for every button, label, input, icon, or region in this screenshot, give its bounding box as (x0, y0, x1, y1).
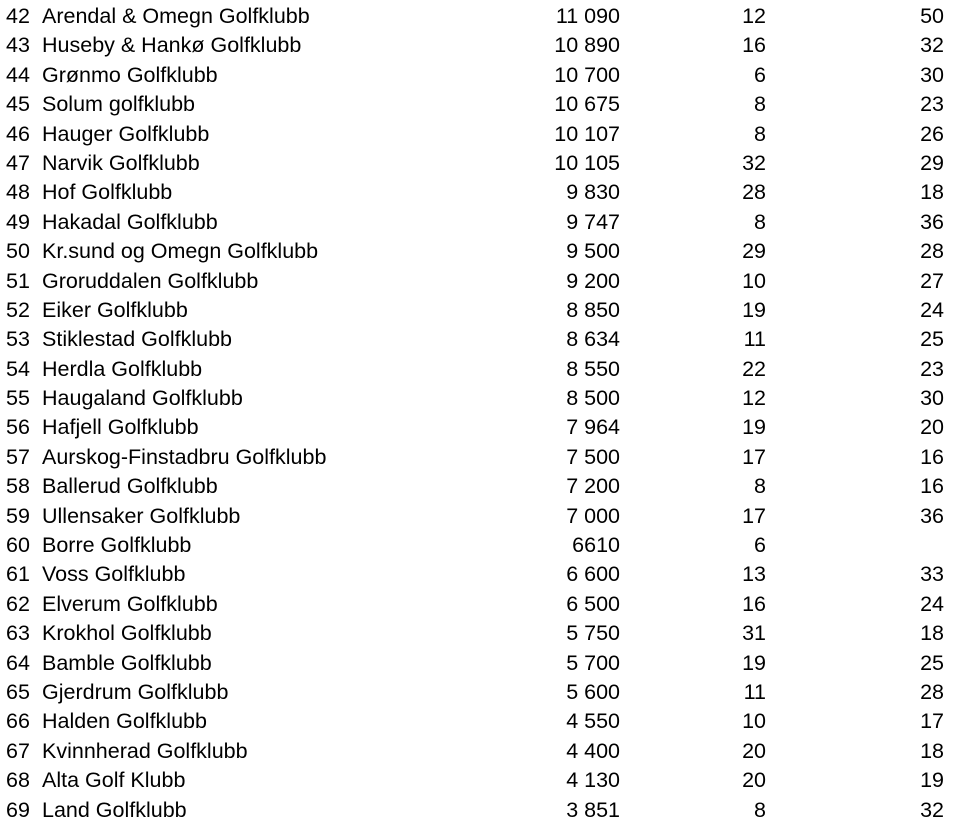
rank-cell: 63 (6, 621, 30, 646)
value-column-3-cell: 19 (920, 768, 944, 793)
value-column-2-cell: 6 (754, 62, 766, 87)
value-column-3-cell: 25 (920, 327, 944, 352)
rank-cell: 60 (6, 533, 30, 558)
table-row (0, 237, 960, 266)
value-column-3-cell: 17 (920, 709, 944, 734)
value-column-3-cell: 28 (920, 679, 944, 704)
value-column-3-cell: 16 (920, 474, 944, 499)
value-column-1-cell: 8 634 (566, 327, 620, 352)
club-name-cell: Hakadal Golfklubb (42, 209, 218, 234)
club-name-cell: Herdla Golfklubb (42, 356, 203, 381)
value-column-1-cell: 8 500 (566, 386, 620, 411)
value-column-1-cell: 9 747 (566, 209, 620, 234)
club-name-cell: Huseby & Hankø Golfklubb (42, 33, 302, 58)
value-column-2-cell: 29 (742, 239, 766, 264)
value-column-2-cell: 8 (754, 797, 766, 822)
value-column-3-cell: 50 (920, 4, 944, 28)
value-column-2-cell: 22 (742, 356, 766, 381)
club-name-cell: Alta Golf Klubb (42, 768, 186, 793)
value-column-1-cell: 4 550 (566, 709, 620, 734)
value-column-2-cell: 12 (742, 386, 766, 411)
value-column-3-cell: 36 (920, 503, 944, 528)
value-column-3-cell: 25 (920, 650, 944, 675)
rank-cell: 44 (6, 62, 30, 87)
table-row (0, 502, 960, 531)
club-name-cell: Halden Golfklubb (42, 709, 207, 734)
rank-cell: 59 (6, 503, 30, 528)
rank-cell: 53 (6, 327, 30, 352)
club-name-cell: Stiklestad Golfklubb (42, 327, 233, 352)
value-column-1-cell: 10 675 (554, 92, 620, 117)
value-column-3-cell: 32 (920, 797, 944, 822)
table-row (0, 678, 960, 707)
rank-cell: 65 (6, 679, 30, 704)
value-column-2-cell: 13 (742, 562, 766, 587)
value-column-3-cell: 36 (920, 209, 944, 234)
value-column-3-cell: 24 (920, 591, 944, 616)
value-column-1-cell: 10 107 (554, 121, 620, 146)
table-row (0, 384, 960, 413)
club-name-cell: Borre Golfklubb (42, 533, 192, 558)
value-column-1-cell: 3 851 (566, 797, 620, 822)
value-column-1-cell: 8 850 (566, 297, 620, 322)
club-name-cell: Krokhol Golfklubb (42, 621, 212, 646)
value-column-2-cell: 8 (754, 209, 766, 234)
club-name-cell: Eiker Golfklubb (42, 297, 188, 322)
club-name-cell: Ballerud Golfklubb (42, 474, 218, 499)
club-name-cell: Kvinnherad Golfklubb (42, 738, 248, 763)
value-column-1-cell: 7 964 (566, 415, 620, 440)
club-name-cell: Aurskog-Finstadbru Golfklubb (42, 444, 327, 469)
rank-cell: 64 (6, 650, 30, 675)
value-column-1-cell: 10 890 (554, 33, 620, 58)
rank-cell: 52 (6, 297, 30, 322)
club-name-cell: Solum golfklubb (42, 92, 195, 117)
value-column-2-cell: 17 (742, 444, 766, 469)
rank-cell: 62 (6, 591, 30, 616)
rank-cell: 51 (6, 268, 30, 293)
rank-cell: 45 (6, 92, 30, 117)
value-column-1-cell: 10 105 (554, 150, 620, 175)
rank-cell: 69 (6, 797, 30, 822)
rank-cell: 43 (6, 33, 30, 58)
value-column-2-cell: 10 (742, 709, 766, 734)
value-column-3-cell: 23 (920, 92, 944, 117)
value-column-1-cell: 9 200 (566, 268, 620, 293)
rank-cell: 49 (6, 209, 30, 234)
rank-cell: 54 (6, 356, 30, 381)
value-column-1-cell: 4 130 (566, 768, 620, 793)
rank-cell: 50 (6, 239, 30, 264)
value-column-2-cell: 12 (742, 4, 766, 28)
table-row (0, 413, 960, 442)
club-name-cell: Land Golfklubb (42, 797, 187, 822)
value-column-1-cell: 6 500 (566, 591, 620, 616)
value-column-2-cell: 19 (742, 415, 766, 440)
value-column-1-cell: 11 090 (555, 4, 620, 28)
table-row (0, 31, 960, 60)
club-name-cell: Hof Golfklubb (42, 180, 173, 205)
value-column-3-cell: 16 (920, 444, 944, 469)
value-column-2-cell: 20 (742, 738, 766, 763)
table-row (0, 90, 960, 119)
value-column-2-cell: 31 (742, 621, 766, 646)
value-column-2-cell: 32 (742, 150, 766, 175)
rank-cell: 58 (6, 474, 30, 499)
rank-cell: 67 (6, 738, 30, 763)
table-row (0, 61, 960, 90)
value-column-3-cell: 33 (920, 562, 944, 587)
value-column-1-cell: 6 600 (566, 562, 620, 587)
value-column-3-cell: 18 (920, 180, 944, 205)
value-column-2-cell: 16 (742, 591, 766, 616)
golf-club-table (0, 2, 960, 825)
value-column-3-cell: 28 (920, 239, 944, 264)
value-column-1-cell: 9 830 (566, 180, 620, 205)
value-column-1-cell: 4 400 (566, 738, 620, 763)
club-name-cell: Hafjell Golfklubb (42, 415, 199, 440)
value-column-3-cell: 23 (920, 356, 944, 381)
value-column-1-cell: 7 200 (566, 474, 620, 499)
table-row (0, 796, 960, 825)
rank-cell: 66 (6, 709, 30, 734)
value-column-3-cell: 24 (920, 297, 944, 322)
club-name-cell: Ullensaker Golfklubb (42, 503, 241, 528)
table-row (0, 325, 960, 354)
table-row (0, 2, 960, 31)
table-row (0, 560, 960, 589)
table-row (0, 208, 960, 237)
value-column-1-cell: 5 750 (566, 621, 620, 646)
table-row (0, 531, 960, 560)
club-name-cell: Groruddalen Golfklubb (42, 268, 259, 293)
value-column-3-cell: 20 (920, 415, 944, 440)
rank-cell: 42 (6, 4, 30, 28)
table-row (0, 296, 960, 325)
rank-cell: 47 (6, 150, 30, 175)
value-column-2-cell: 20 (742, 768, 766, 793)
value-column-3-cell: 18 (920, 738, 944, 763)
club-name-cell: Haugaland Golfklubb (42, 386, 243, 411)
club-name-cell: Narvik Golfklubb (42, 150, 200, 175)
value-column-1-cell: 5 700 (566, 650, 620, 675)
rank-cell: 56 (6, 415, 30, 440)
club-name-cell: Grønmo Golfklubb (42, 62, 218, 87)
club-name-cell: Hauger Golfklubb (42, 121, 210, 146)
value-column-2-cell: 28 (742, 180, 766, 205)
rank-cell: 46 (6, 121, 30, 146)
value-column-2-cell: 8 (754, 474, 766, 499)
table-row (0, 267, 960, 296)
value-column-2-cell: 19 (742, 650, 766, 675)
value-column-2-cell: 17 (742, 503, 766, 528)
rank-cell: 61 (6, 562, 30, 587)
value-column-3-cell: 18 (920, 621, 944, 646)
value-column-1-cell: 5 600 (566, 679, 620, 704)
rank-cell: 55 (6, 386, 30, 411)
value-column-2-cell: 19 (742, 297, 766, 322)
value-column-1-cell: 10 700 (554, 62, 620, 87)
value-column-3-cell: 30 (920, 386, 944, 411)
value-column-1-cell: 8 550 (566, 356, 620, 381)
value-column-3-cell: 26 (920, 121, 944, 146)
table-row (0, 120, 960, 149)
rank-cell: 57 (6, 444, 30, 469)
table-row (0, 766, 960, 795)
value-column-2-cell: 8 (754, 92, 766, 117)
rank-cell: 48 (6, 180, 30, 205)
value-column-1-cell: 6610 (572, 533, 620, 558)
value-column-2-cell: 10 (742, 268, 766, 293)
table-row (0, 649, 960, 678)
club-name-cell: Bamble Golfklubb (42, 650, 212, 675)
club-name-cell: Voss Golfklubb (42, 562, 186, 587)
value-column-2-cell: 11 (743, 679, 766, 704)
table-row (0, 178, 960, 207)
table-row (0, 707, 960, 736)
value-column-1-cell: 7 000 (566, 503, 620, 528)
table-row (0, 619, 960, 648)
value-column-1-cell: 9 500 (566, 239, 620, 264)
table-row (0, 590, 960, 619)
value-column-3-cell: 27 (920, 268, 944, 293)
table-row (0, 355, 960, 384)
value-column-2-cell: 6 (754, 533, 766, 558)
value-column-3-cell: 30 (920, 62, 944, 87)
table-row (0, 737, 960, 766)
value-column-2-cell: 8 (754, 121, 766, 146)
club-name-cell: Gjerdrum Golfklubb (42, 679, 229, 704)
table-row (0, 472, 960, 501)
value-column-3-cell: 32 (920, 33, 944, 58)
rank-cell: 68 (6, 768, 30, 793)
club-name-cell: Arendal & Omegn Golfklubb (42, 4, 310, 28)
club-name-cell: Kr.sund og Omegn Golfklubb (42, 239, 319, 264)
club-name-cell: Elverum Golfklubb (42, 591, 218, 616)
value-column-3-cell: 29 (920, 150, 944, 175)
value-column-2-cell: 16 (742, 33, 766, 58)
value-column-2-cell: 11 (743, 327, 766, 352)
table-row (0, 149, 960, 178)
value-column-1-cell: 7 500 (566, 444, 620, 469)
table-row (0, 443, 960, 472)
